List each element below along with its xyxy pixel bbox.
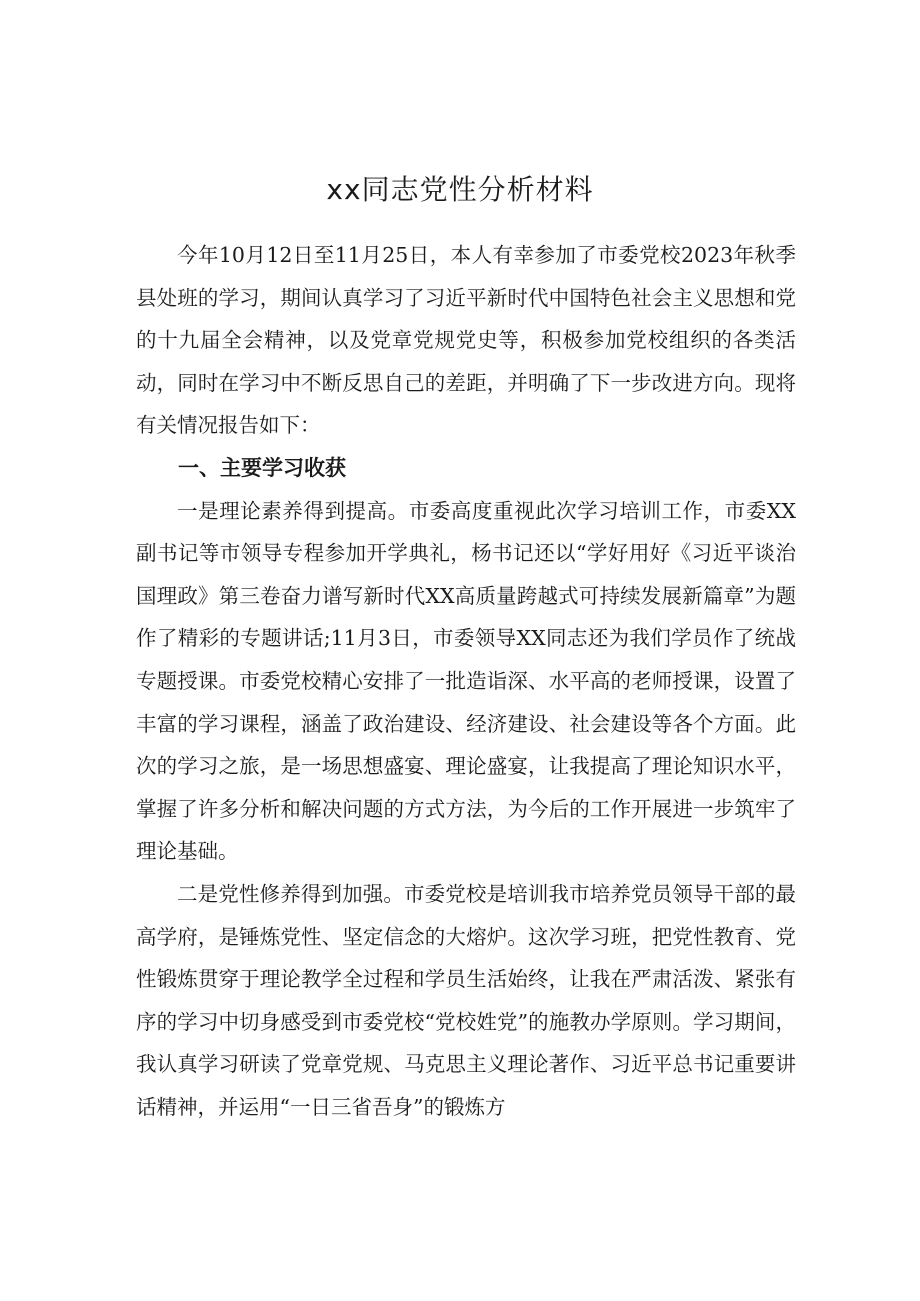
intro-paragraph: 今年10月12日至11月25日，本人有幸参加了市委党校2023年秋季县处班的学习，期间认真学习了习近平新时代中国特色社会主义思想和党的十九届全会精神，以及党章党规党史等，积极参加党校组织的各类活动，同时在学习中不断反思自己的差距，并明确了下一步改进方向。现将有关情况报告如下： [136,243,796,438]
paragraph-party-spirit: 二是党性修养得到加强。市委党校是培训我市培养党员领导干部的最高学府，是锤炼党性、坚定信念的大熔炉。这次学习班，把党性教育、党性锻炼贯穿于理论教学全过程和学员生活始终，让我在严肃活泼、紧张有序的学习中切身感受到市委党校“党校姓党”的施教办学原则。学习期间，我认真学习研读了党章党规、马克思主义理论著作、习近平总书记重要讲话精神，并运用“一日三省吾身”的锻炼方 [136,881,796,1119]
paragraph-theory: 一是理论素养得到提高。市委高度重视此次学习培训工作，市委XX副书记等市领导专程参加开学典礼，杨书记还以“学好用好《习近平谈治国理政》第三卷奋力谱写新时代XX高质量跨越式可持续发展新篇章”为题作了精彩的专题讲话;11月3日，市委领导XX同志还为我们学员作了统战专题授课。市委党校精心安排了一批造诣深、水平高的老师授课，设置了丰富的学习课程，涵盖了政治建设、经济建设、社会建设等各个方面。此次的学习之旅，是一场思想盛宴、理论盛宴，让我提高了理论知识水平，掌握了许多分析和解决问题的方式方法，为今后的工作开展进一步筑牢了理论基础。 [136,498,796,864]
section-heading: 一、主要学习收获 [178,455,346,480]
document-title: xx同志党性分析材料 [326,173,594,206]
document-body [136,234,796,1128]
